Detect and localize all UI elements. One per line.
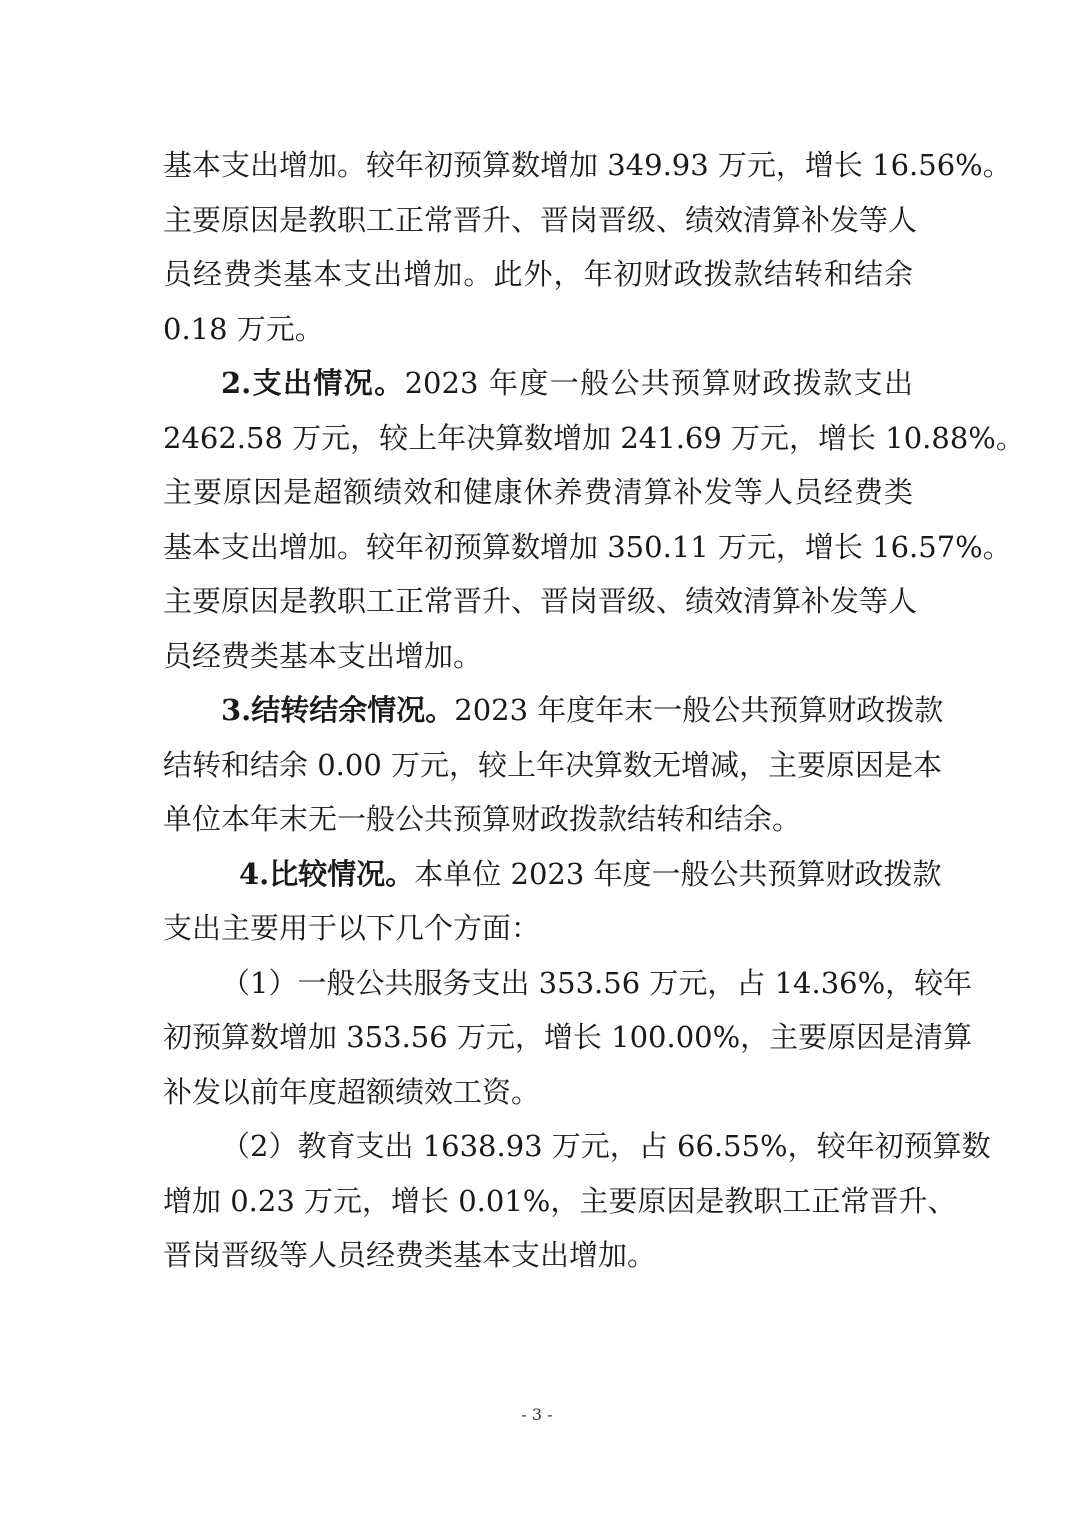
section-heading-comparison: 4.比较情况。 [239, 856, 415, 891]
section-heading-expenditure: 2.支出情况。 [221, 366, 405, 400]
paragraph-5-line-3: 补发以前年度超额绩效工资。 [163, 1074, 541, 1109]
document-body [163, 138, 1025, 1283]
page-number: - 3 - [521, 1405, 553, 1424]
paragraph-2-line-5: 主要原因是教职工正常晋升、晋岗晋级、绩效清算补发等人 [163, 584, 918, 618]
paragraph-2-line-1-text: 2023 年度一般公共预算财政拨款支出 [404, 366, 913, 400]
paragraph-2-line-1 [163, 356, 913, 411]
paragraph-6-line-2: 增加 0.23 万元，增长 0.01%，主要原因是教职工正常晋升、 [163, 1183, 957, 1218]
paragraph-6 [163, 1119, 991, 1283]
paragraph-1-line-2: 主要原因是教职工正常晋升、晋岗晋级、绩效清算补发等人 [163, 202, 918, 237]
paragraph-1-line-4: 0.18 万元。 [163, 311, 324, 346]
paragraph-1-line-1: 基本支出增加。较年初预算数增加 349.93 万元，增长 16.56%。 [163, 148, 1012, 182]
paragraph-2-line-4: 基本支出增加。较年初预算数增加 350.11 万元，增长 16.57%。 [163, 529, 1012, 564]
paragraph-2-line-3: 主要原因是超额绩效和健康休养费清算补发等人员经费类 [163, 475, 913, 509]
paragraph-5-line-2: 初预算数增加 353.56 万元，增长 100.00%，主要原因是清算 [163, 1020, 973, 1054]
paragraph-1 [163, 138, 1012, 356]
paragraph-4 [163, 847, 942, 956]
paragraph-4-line-1 [163, 847, 942, 902]
paragraph-5-line-1: （1）一般公共服务支出 353.56 万元，占 14.36%，较年 [221, 965, 973, 1000]
paragraph-3-line-1-text: 2023 年度年末一般公共预算财政拨款 [454, 693, 944, 727]
paragraph-6-line-1: （2）教育支出 1638.93 万元，占 66.55%，较年初预算数 [221, 1129, 991, 1163]
paragraph-6-line-3: 晋岗晋级等人员经费类基本支出增加。 [163, 1238, 657, 1272]
paragraph-2 [163, 356, 1025, 683]
section-heading-carryover: 3.结转结余情况。 [221, 693, 455, 727]
paragraph-3 [163, 683, 944, 847]
paragraph-3-line-3: 单位本年末无一般公共预算财政拨款结转和结余。 [163, 802, 802, 836]
paragraph-5 [163, 956, 973, 1120]
paragraph-3-line-1 [163, 683, 944, 738]
paragraph-1-line-3: 员经费类基本支出增加。此外，年初财政拨款结转和结余 [163, 257, 913, 291]
paragraph-2-line-6: 员经费类基本支出增加。 [163, 638, 483, 673]
paragraph-4-line-1-text: 本单位 2023 年度一般公共预算财政拨款 [414, 856, 942, 891]
paragraph-2-line-2: 2462.58 万元，较上年决算数增加 241.69 万元，增长 10.88%。 [163, 420, 1025, 455]
paragraph-4-line-2: 支出主要用于以下几个方面： [163, 911, 541, 945]
paragraph-3-line-2: 结转和结余 0.00 万元，较上年决算数无增减，主要原因是本 [163, 747, 943, 782]
